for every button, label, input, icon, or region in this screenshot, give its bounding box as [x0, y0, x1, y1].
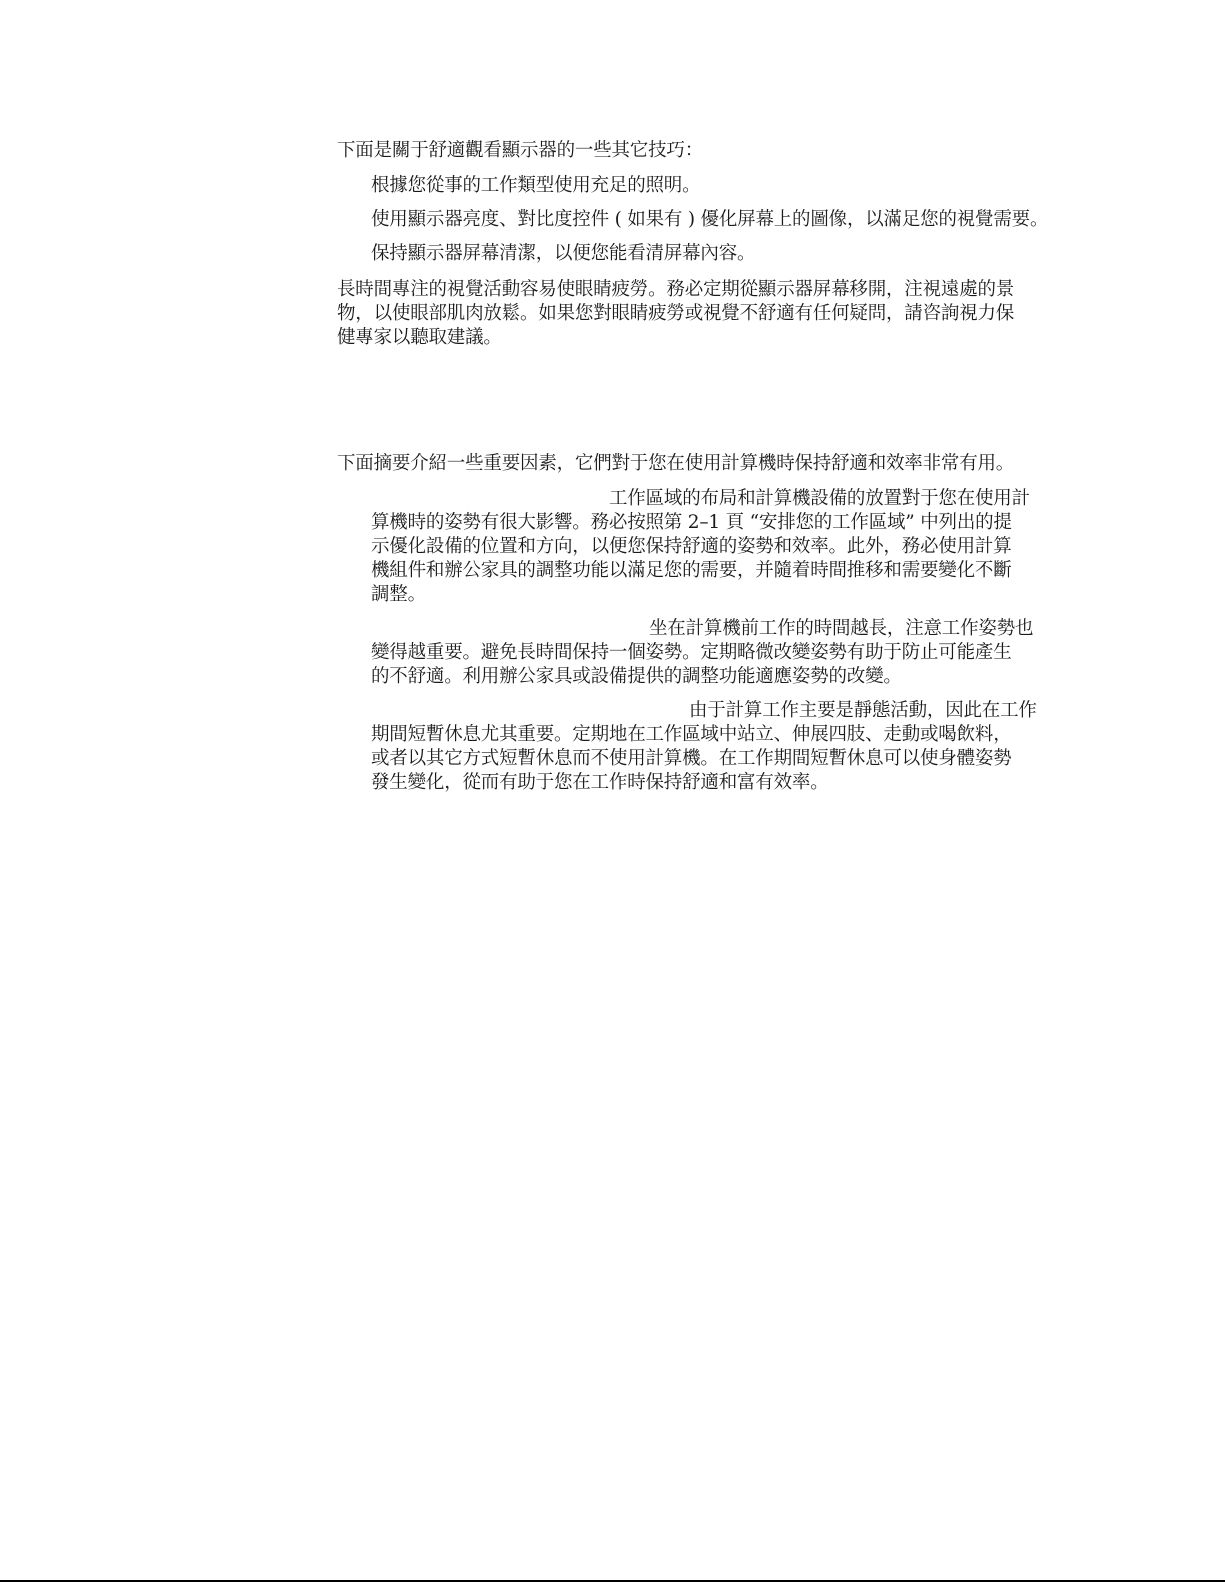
paragraph-line: 物，以使眼部肌肉放鬆。如果您對眼睛疲勞或視覺不舒適有任何疑問，請咨詢視力保	[337, 303, 1015, 324]
paragraph-line: 算機時的姿勢有很大影響。務必按照第 2–1 頁 “安排您的工作區域” 中列出的提	[371, 512, 1012, 533]
page-bottom-rule	[0, 1580, 1225, 1582]
paragraph-line: 長時間專注的視覺活動容易使眼睛疲勞。務必定期從顯示器屏幕移開，注視遠處的景	[337, 279, 1015, 300]
paragraph-line: 變得越重要。避免長時間保持一個姿勢。定期略微改變姿勢有助于防止可能產生	[371, 642, 1012, 663]
tip-lighting: 根據您從事的工作類型使用充足的照明。	[371, 175, 701, 196]
paragraph-line: 調整。	[371, 584, 426, 605]
tip-clean-screen: 保持顯示器屏幕清潔，以便您能看清屏幕內容。	[371, 243, 756, 264]
factor-breaks	[371, 699, 1065, 795]
paragraph-line: 機組件和辦公家具的調整功能以滿足您的需要，并隨着時間推移和需要變化不斷	[371, 560, 1012, 581]
paragraph-line: 示優化設備的位置和方向，以便您保持舒適的姿勢和效率。此外，務必使用計算	[371, 536, 1012, 557]
paragraph-line: 或者以其它方式短暫休息而不使用計算機。在工作期間短暫休息可以使身體姿勢	[371, 748, 1012, 769]
paragraph-line: 發生變化，從而有助于您在工作時保持舒適和富有效率。	[371, 772, 829, 793]
factor-workspace-layout	[371, 487, 1065, 607]
paragraph-line: 的不舒適。利用辦公家具或設備提供的調整功能適應姿勢的改變。	[371, 666, 902, 687]
paragraph-line: 健專家以聽取建議。	[337, 327, 502, 348]
eye-strain-paragraph	[337, 278, 1069, 350]
paragraph-line: 由于計算工作主要是靜態活動，因此在工作	[689, 700, 1037, 721]
factor-posture	[371, 617, 1065, 689]
paragraph-line: 工作區域的布局和計算機設備的放置對于您在使用計	[609, 488, 1030, 509]
tip-brightness-contrast: 使用顯示器亮度、對比度控件 ( 如果有 ) 優化屏幕上的圖像，以滿足您的視覺需要。	[371, 209, 1049, 230]
important-factors-intro: 下面摘要介紹一些重要因素，它們對于您在使用計算機時保持舒適和效率非常有用。	[337, 453, 1015, 474]
viewing-tips-intro: 下面是關于舒適觀看顯示器的一些其它技巧：	[337, 140, 704, 161]
paragraph-line: 期間短暫休息尤其重要。定期地在工作區域中站立、伸展四肢、走動或喝飲料，	[371, 724, 1012, 745]
paragraph-line: 坐在計算機前工作的時間越長，注意工作姿勢也	[649, 618, 1034, 639]
